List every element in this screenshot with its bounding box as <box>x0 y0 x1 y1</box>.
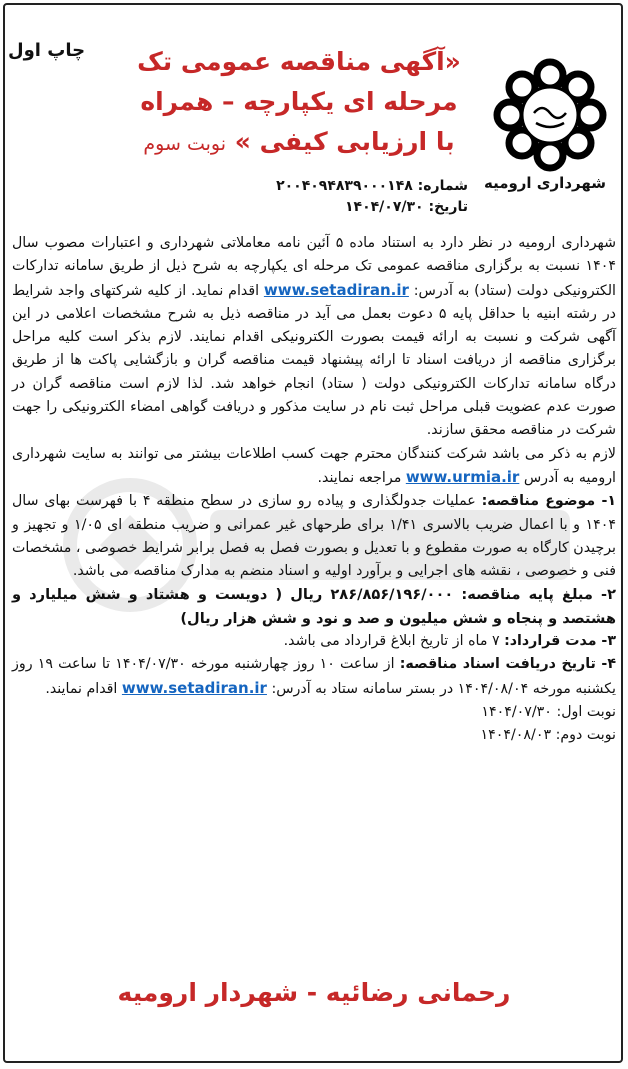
publication-round: نوبت سوم <box>143 133 226 155</box>
print-stamp: چاپ اول <box>8 40 86 61</box>
publication-second-label: نوبت دوم: <box>555 727 616 744</box>
publication-first-label: نوبت اول: <box>556 703 616 720</box>
publication-first <box>12 701 616 724</box>
item-document-dates-end: اقدام نمایند. <box>45 680 118 697</box>
item-duration-label: ۳- مدت قرارداد: <box>504 633 616 650</box>
info-text-2: مراجعه نمایند. <box>317 469 402 486</box>
item-document-dates-text: از ساعت ۱۰ روز چهارشنبه مورخه ۱۴۰۴/۰۷/۳۰ تا ساعت ۱۹ روز یکشنبه مورخه ۱۴۰۴/۰۸/۰۴ در بستر سامانه ستاد به آدرس: <box>12 656 616 697</box>
publication-first-date: ۱۴۰۴/۰۷/۳۰ <box>481 703 552 720</box>
setad-link-2[interactable]: www.setadiran.ir <box>121 678 267 697</box>
notice-heading <box>120 42 478 164</box>
mayor-signature: رحمانی رضائیه - شهردار ارومیه <box>117 978 511 1007</box>
reference-number-row <box>160 176 468 197</box>
municipality-name: شهرداری ارومیه <box>483 174 607 192</box>
item-document-dates-label: ۴- تاریخ دریافت اسناد مناقصه: <box>399 656 616 673</box>
info-paragraph <box>12 443 616 491</box>
item-document-dates <box>12 653 616 701</box>
item-duration-text: ۷ ماه از تاریخ ابلاغ قرارداد می باشد. <box>283 633 500 650</box>
heading-line-3-text: با ارزیابی کیفی » <box>234 127 455 156</box>
heading-line-2: مرحله ای یکپارچه – همراه <box>140 87 458 116</box>
publication-second-date: ۱۴۰۴/۰۸/۰۳ <box>480 727 552 744</box>
item-duration <box>12 630 616 653</box>
intro-text-2: اقدام نماید. از کلیه شرکتهای واجد شرایط در رشته ابنیه با حداقل پایه ۵ دعوت بعمل می آید در مناقصه ذیل به شرح مشخصات اعلامی در این آگهی شرکت و نسبت به ارائه قیمت بصورت الکترونیکی اقدام نمایند. لازم بذکر است کلیه مراحل برگزاری مناقصه از دریافت اسناد تا ارائه پیشنهاد قیمت مناقصه گران و بازگشایی پاکت ها از طریق درگاه سامانه تدارکات الکترونیکی دولت ( ستاد) انجام خواهد شد. لذا لازم است مناقصه گران در صورت عدم عضویت قبلی مراحل ثبت نام در سایت مذکور و دریافت گواهی امضاء الکترونیکی را جهت شرکت در مناقصه محقق سازند. <box>12 282 616 439</box>
publication-second <box>12 724 616 747</box>
heading-line-3 <box>120 122 478 164</box>
reference-date-row <box>160 197 468 218</box>
municipality-seal-icon <box>490 55 610 175</box>
date-label: تاریخ: <box>428 199 468 215</box>
reference-block <box>160 176 468 218</box>
setad-link[interactable]: www.setadiran.ir <box>263 280 409 299</box>
item-subject-text: عملیات جدولگذاری و پیاده رو سازی در سطح منطقه ۴ با فهرست بهای سال ۱۴۰۴ و با اعمال ضریب بالاسری ۱/۴۱ برای طرحهای غیر عمرانی و ضریب منطقه ای ۱/۰۵ و تجهیز و برچیدن کارگاه به صورت مقطوع و با تعدیل و بصورت فصل به فصل برابر شرایط خصوصی ، مشخصات فنی و خصوصی ، نقشه های اجرایی و برآورد اولیه و اسناد منضم به مدارک مناقصه می باشد. <box>12 493 616 580</box>
intro-paragraph <box>12 232 616 443</box>
notice-body <box>12 232 616 748</box>
item-base-amount: ۲- مبلغ پایه مناقصه: ۲۸۶/۸۵۶/۱۹۶/۰۰۰ ریال ( دویست و هشتاد و شش میلیارد و هشتصد و پنجاه و شش میلیون و صد و نود و شش هزار ریال) <box>12 586 616 627</box>
number-label: شماره: <box>417 178 468 194</box>
intro-text-1: شهرداری ارومیه در نظر دارد به استناد ماده ۵ آئین نامه معاملاتی شهرداری و اعتبارات مصوب سال ۱۴۰۴ نسبت به برگزاری مناقصه عمومی تک مرحله ای یکپارچه به شرح ذیل از طریق سامانه تدارکات الکترونیکی دولت (ستاد) به آدرس: <box>12 235 616 299</box>
item-subject-label: ۱- موضوع مناقصه: <box>481 493 617 510</box>
reference-date: ۱۴۰۴/۰۷/۳۰ <box>345 199 424 215</box>
heading-line-1: «آگهی مناقصه عمومی تک <box>137 47 461 76</box>
urmia-link[interactable]: www.urmia.ir <box>405 467 520 486</box>
info-text-1: لازم به ذکر می باشد شرکت کنندگان محترم جهت کسب اطلاعات بیشتر می توانند به سایت شهرداری ارومیه به آدرس <box>12 445 616 486</box>
reference-number: ۲۰۰۴۰۹۴۸۳۹۰۰۰۱۴۸ <box>276 178 413 194</box>
item-subject <box>12 490 616 583</box>
